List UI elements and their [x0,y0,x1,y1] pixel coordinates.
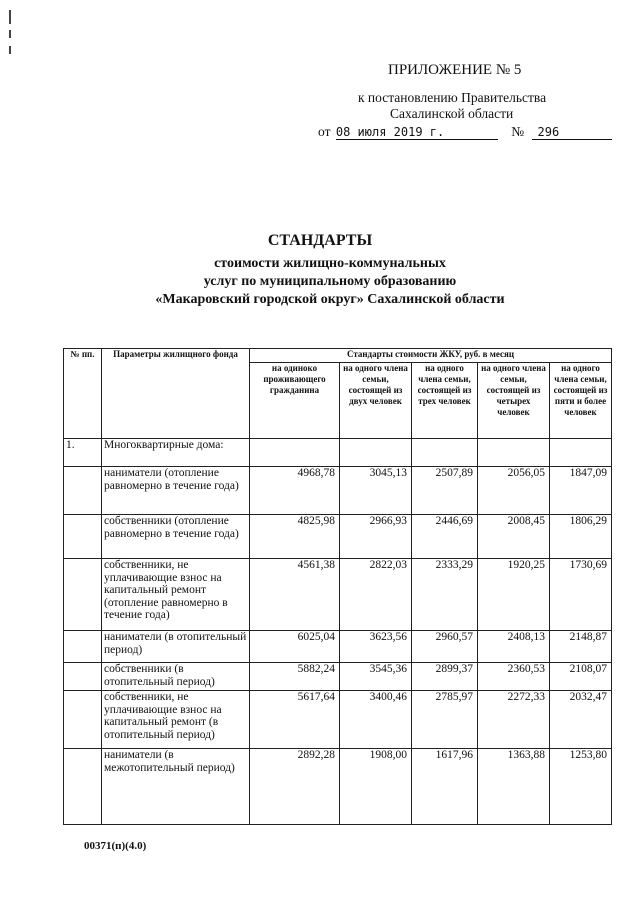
row-label: собственники (отопление равномерно в течение года) [102,515,250,559]
section-label: Многоквартирные дома: [102,439,250,467]
doc-subtitle-3: «Макаровский городской округ» Сахалинской области [155,292,505,307]
value-cell: 2148,87 [550,631,612,663]
value-cell: 2960,57 [412,631,478,663]
row-label: собственники (в отопительный период) [102,663,250,691]
table-row [64,467,612,515]
value-cell: 2272,33 [478,691,550,749]
table-row [64,631,612,663]
subcol-header: на одного члена семьи, состоящей из пяти и более человек [550,363,612,439]
binder-mark [9,30,11,38]
row-label: наниматели (в межотопительный период) [102,749,250,825]
value-cell: 4825,98 [250,515,340,559]
table-row [64,515,612,559]
subcol-header: на одиноко проживающего гражданина [250,363,340,439]
col-group-header: Стандарты стоимости ЖКУ, руб. в месяц [250,349,612,363]
row-label: собственники, не уплачивающие взнос на капитальный ремонт (в отопительный период) [102,691,250,749]
binder-mark [9,10,11,24]
subcol-header: на одного члена семьи, состоящей из двух человек [340,363,412,439]
value-cell: 2333,29 [412,559,478,631]
resolution-line: к постановлению Правительства [358,90,547,105]
binder-mark [9,46,11,54]
date-prefix: от [318,124,331,139]
table-row [64,439,612,467]
subcol-header: на одного члена семьи, состоящей из четырех человек [478,363,550,439]
value-cell: 1847,09 [550,467,612,515]
value-cell: 2899,37 [412,663,478,691]
table-row [64,559,612,631]
value-cell: 2966,93 [340,515,412,559]
value-cell: 1730,69 [550,559,612,631]
value-cell: 2360,53 [478,663,550,691]
value-cell: 2108,07 [550,663,612,691]
number-prefix: № [511,124,525,139]
value-cell: 1806,29 [550,515,612,559]
value-cell: 2892,28 [250,749,340,825]
value-cell: 1617,96 [412,749,478,825]
doc-subtitle-2: услуг по муниципальному образованию [203,274,457,289]
table-row [64,663,612,691]
value-cell: 1908,00 [340,749,412,825]
value-cell: 4968,78 [250,467,340,515]
table-row [64,749,612,825]
date-line [318,124,612,140]
value-cell: 1363,88 [478,749,550,825]
standards-table [63,348,612,825]
value-cell: 1920,25 [478,559,550,631]
value-cell: 3545,36 [340,663,412,691]
value-cell: 4561,38 [250,559,340,631]
row-label: наниматели (в отопительный период) [102,631,250,663]
table-row [64,691,612,749]
value-cell: 3623,56 [340,631,412,663]
value-cell: 5882,24 [250,663,340,691]
value-cell: 1253,80 [550,749,612,825]
value-cell: 5617,64 [250,691,340,749]
value-cell: 2032,47 [550,691,612,749]
number-field: 296 [532,125,612,140]
doc-title: СТАНДАРТЫ [267,232,373,249]
section-number: 1. [64,439,102,467]
date-field: 08 июля 2019 г. [336,125,498,140]
row-label: собственники, не уплачивающие взнос на капитальный ремонт (отопление равномерно в течение года) [102,559,250,631]
value-cell: 3045,13 [340,467,412,515]
value-cell: 2785,97 [412,691,478,749]
doc-subtitle-1: стоимости жилищно-коммунальных [214,256,446,271]
value-cell: 2507,89 [412,467,478,515]
value-cell: 2822,03 [340,559,412,631]
value-cell: 3400,46 [340,691,412,749]
col-number-header: № пп. [64,349,102,439]
form-code: 00371(п)(4.0) [84,840,147,852]
value-cell: 2446,69 [412,515,478,559]
value-cell: 2008,45 [478,515,550,559]
value-cell: 2408,13 [478,631,550,663]
appendix-title: ПРИЛОЖЕНИЕ № 5 [388,62,522,78]
col-params-header: Параметры жилищного фонда [102,349,250,439]
value-cell: 6025,04 [250,631,340,663]
subcol-header: на одного члена семьи, состоящей из трех человек [412,363,478,439]
region-line: Сахалинской области [390,106,514,121]
row-label: наниматели (отопление равномерно в течение года) [102,467,250,515]
value-cell: 2056,05 [478,467,550,515]
